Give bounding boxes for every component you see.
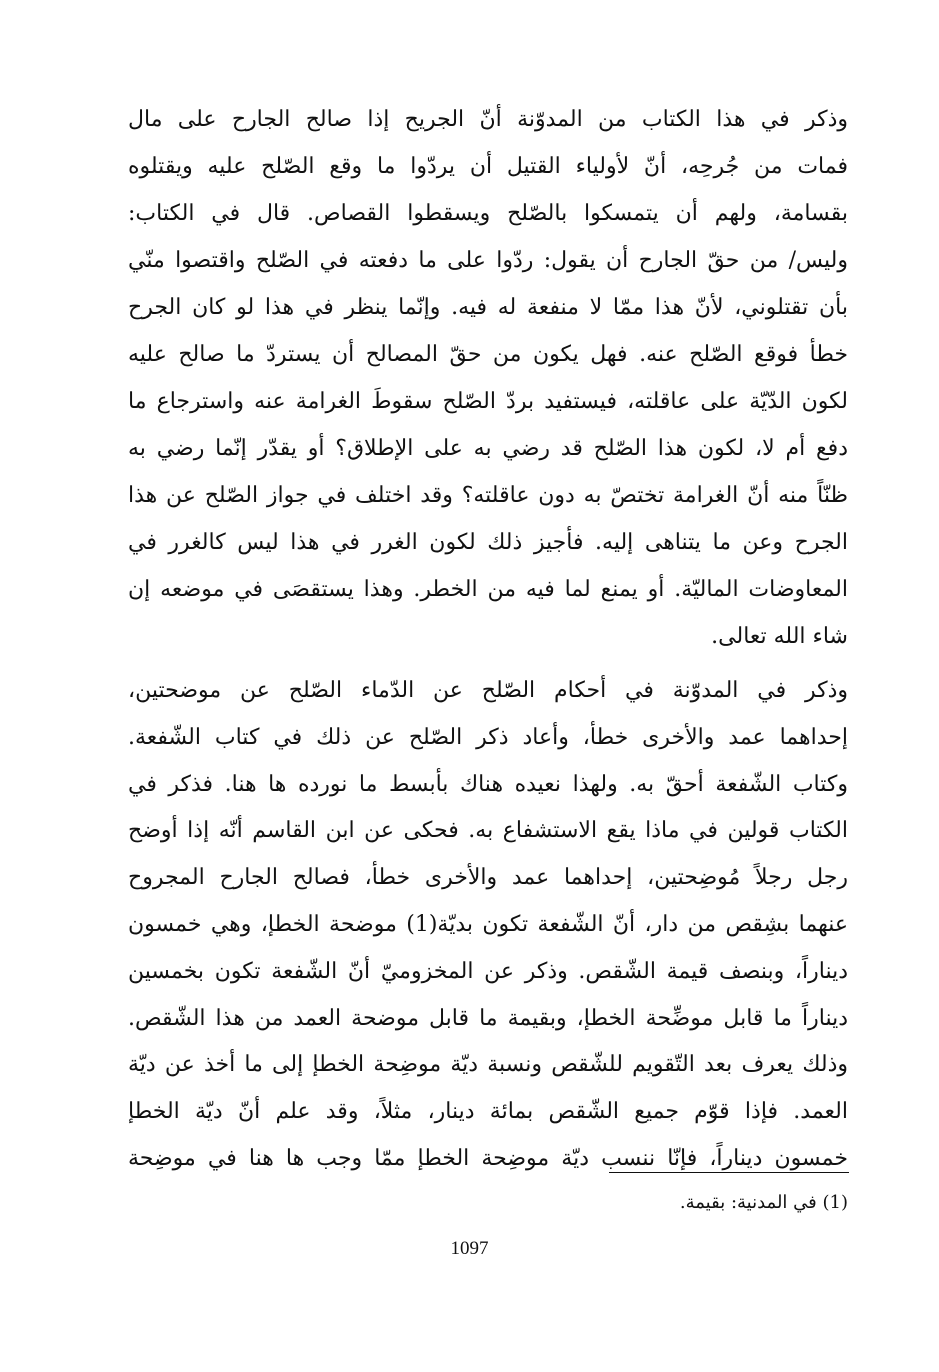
- text-line: ظنّاً منه أنّ الغرامة تختصّ به دون عاقلته؟ وقد اختلف في جواز الصّلح عن هذا: [128, 483, 848, 508]
- text-line: رجل رجلاً مُوضِحتين، إحداهما عمد والأخرى خطأ، فصالح الجارح المجروح: [128, 865, 848, 891]
- footnote-divider: [609, 1172, 849, 1173]
- page-number: 1097: [450, 1238, 489, 1259]
- text-line: شاء الله تعالى.: [711, 624, 848, 649]
- text-line: ديناراً، وبنصف قيمة الشّقص. وذكر عن المخزوميّ أنّ الشّفعة تكون بخمسين: [128, 958, 848, 984]
- paragraph-1: [128, 96, 848, 660]
- text-line: المعاوضات الماليّة. أو يمنع لما فيه من الخطر. وهذا يستقصَى في موضعه إن: [128, 577, 848, 602]
- text-line: وكتاب الشّفعة أحقّ به. ولهذا نعيده هناك بأبسط ما نورده ها هنا. فذكر في: [128, 771, 848, 797]
- text-line: العمد. فإذا قوّم جميع الشّقص بمائة دينار، مثلاً، وقد علم أنّ ديّة الخطإ: [128, 1099, 848, 1125]
- text-line: لكون الدّيّة على عاقلته، فيستفيد بردّ الصّلح سقوطَ الغرامة عنه واسترجاع ما: [128, 389, 848, 414]
- text-line: فمات من جُرحِه، أنّ لأولياء القتيل أن يردّوا ما وقع الصّلح عليه ويقتلوه: [128, 154, 848, 179]
- text-line: إحداهما عمد والأخرى خطأ، وأعاد ذكر الصّلح عن ذلك في كتاب الشّفعة.: [128, 724, 848, 750]
- text-line: وليس/ من حقّ الجارح أن يقول: ردّوا على ما دفعته في الصّلح واقتصوا منّي: [128, 248, 848, 273]
- text-line: خمسون ديناراً، فإنّا ننسب ديّة موضِحة الخطإ ممّا وجب ها هنا في موضِحة: [128, 1145, 848, 1171]
- paragraph-2: [128, 668, 848, 1183]
- text-line: بأن تقتلوني، لأنّ هذا ممّا لا منفعة له فيه. وإنّما ينظر في هذا لو كان الجرح: [128, 295, 848, 320]
- text-line: خطأ فوقع الصّلح عنه. فهل يكون من حقّ المصالح أن يستردّ ما صالح عليه: [128, 342, 848, 367]
- text-line: عنهما بشِقص من دار، أنّ الشّفعة تكون بديّة(1) موضحة الخطإ، وهي خمسون: [128, 911, 848, 937]
- text-line: وذكر في المدوّنة في أحكام الصّلح عن الدّماء الصّلح عن موضحتين،: [128, 678, 848, 703]
- text-line: دفع أم لا، لكون هذا الصّلح قد رضي به على الإطلاق؟ أو يقدّر إنّما رضي به: [128, 436, 848, 461]
- text-line: بقسامة، ولهم أن يتمسكوا بالصّلح ويسقطوا القصاص. قال في الكتاب:: [128, 201, 848, 226]
- text-line: الكتاب قولين في ماذا يقع الاستشفاع به. فحكى عن ابن القاسم أنّه إذا أوضح: [128, 818, 848, 844]
- text-line: ديناراً ما قابل موضِّحة الخطإ، وبقيمة ما قابل موضحة العمد من هذا الشّقص.: [128, 1005, 848, 1031]
- text-line: وذكر في هذا الكتاب من المدوّنة أنّ الجريح إذا صالح الجارح على مال: [128, 107, 848, 132]
- footnote: (1) في المدنية: بقيمة.: [679, 1192, 848, 1213]
- text-line: الجرح وعن ما يتناهى إليه. فأجيز ذلك لكون الغرر في هذا ليس كالغرر في: [128, 530, 848, 555]
- text-line: وذلك يعرف بعد التّقويم للشّقص ونسبة ديّة موضِحة الخطإ إلى ما أخذ عن ديّة: [128, 1052, 848, 1078]
